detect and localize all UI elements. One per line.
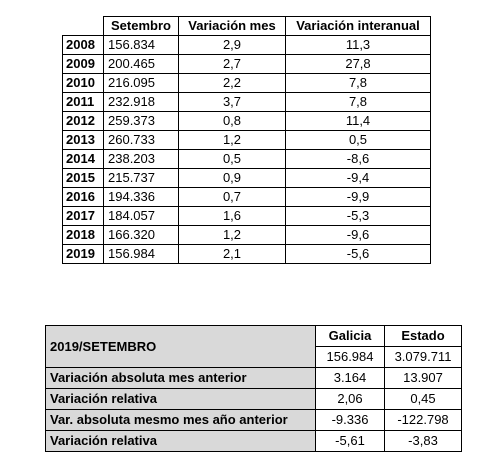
row-yearly-variation: 7,8 — [286, 93, 431, 112]
table-header-row — [63, 17, 431, 36]
september-series-table — [62, 16, 431, 264]
row-value: 166.320 — [104, 226, 179, 245]
table-row — [63, 226, 431, 245]
row-value: 232.918 — [104, 93, 179, 112]
row-year: 2011 — [63, 93, 104, 112]
summary-row-galicia: -5,61 — [316, 431, 385, 452]
table-row — [63, 150, 431, 169]
row-value: 216.095 — [104, 74, 179, 93]
row-year: 2010 — [63, 74, 104, 93]
row-yearly-variation: -9,6 — [286, 226, 431, 245]
row-monthly-variation: 1,6 — [179, 207, 286, 226]
row-yearly-variation: -8,6 — [286, 150, 431, 169]
total-galicia: 156.984 — [316, 347, 385, 368]
row-year: 2015 — [63, 169, 104, 188]
row-year: 2008 — [63, 36, 104, 55]
table-row — [63, 112, 431, 131]
row-monthly-variation: 1,2 — [179, 131, 286, 150]
row-year: 2016 — [63, 188, 104, 207]
summary-title: 2019/SETEMBRO — [46, 326, 316, 368]
table-row — [63, 169, 431, 188]
row-monthly-variation: 2,1 — [179, 245, 286, 264]
row-yearly-variation: -5,3 — [286, 207, 431, 226]
row-year: 2018 — [63, 226, 104, 245]
series-table-body — [63, 36, 431, 264]
summary-row — [46, 389, 462, 410]
row-yearly-variation: -9,4 — [286, 169, 431, 188]
row-monthly-variation: 2,7 — [179, 55, 286, 74]
summary-row — [46, 368, 462, 389]
summary-row-estado: 0,45 — [385, 389, 462, 410]
row-year: 2012 — [63, 112, 104, 131]
row-monthly-variation: 0,7 — [179, 188, 286, 207]
row-value: 260.733 — [104, 131, 179, 150]
summary-row — [46, 431, 462, 452]
row-monthly-variation: 3,7 — [179, 93, 286, 112]
row-monthly-variation: 0,9 — [179, 169, 286, 188]
row-monthly-variation: 0,8 — [179, 112, 286, 131]
row-value: 215.737 — [104, 169, 179, 188]
summary-row-galicia: 3.164 — [316, 368, 385, 389]
row-monthly-variation: 0,5 — [179, 150, 286, 169]
header-galicia: Galicia — [316, 326, 385, 347]
row-year: 2014 — [63, 150, 104, 169]
table-row — [63, 188, 431, 207]
header-variacion-mes: Variación mes — [179, 17, 286, 36]
table-row — [63, 36, 431, 55]
summary-table — [45, 325, 462, 452]
row-year: 2013 — [63, 131, 104, 150]
row-yearly-variation: 7,8 — [286, 74, 431, 93]
header-corner-cell — [63, 17, 104, 36]
row-year: 2019 — [63, 245, 104, 264]
table-row — [63, 207, 431, 226]
total-estado: 3.079.711 — [385, 347, 462, 368]
row-yearly-variation: 0,5 — [286, 131, 431, 150]
row-value: 156.984 — [104, 245, 179, 264]
summary-row-estado: -122.798 — [385, 410, 462, 431]
summary-row-galicia: -9.336 — [316, 410, 385, 431]
row-monthly-variation: 2,9 — [179, 36, 286, 55]
summary-row-estado: -3,83 — [385, 431, 462, 452]
row-value: 238.203 — [104, 150, 179, 169]
row-yearly-variation: 27,8 — [286, 55, 431, 74]
summary-row-label: Variación absoluta mes anterior — [46, 368, 316, 389]
row-yearly-variation: 11,3 — [286, 36, 431, 55]
summary-row-label: Var. absoluta mesmo mes año anterior — [46, 410, 316, 431]
row-year: 2017 — [63, 207, 104, 226]
table-row — [63, 55, 431, 74]
row-value: 156.834 — [104, 36, 179, 55]
row-value: 259.373 — [104, 112, 179, 131]
header-estado: Estado — [385, 326, 462, 347]
row-yearly-variation: -5,6 — [286, 245, 431, 264]
summary-row-label: Variación relativa — [46, 389, 316, 410]
header-variacion-interanual: Variación interanual — [286, 17, 431, 36]
table-row — [63, 74, 431, 93]
summary-row — [46, 410, 462, 431]
row-year: 2009 — [63, 55, 104, 74]
row-value: 200.465 — [104, 55, 179, 74]
summary-row-galicia: 2,06 — [316, 389, 385, 410]
table-row — [63, 245, 431, 264]
summary-row-estado: 13.907 — [385, 368, 462, 389]
summary-row-label: Variación relativa — [46, 431, 316, 452]
table-row — [63, 131, 431, 150]
row-yearly-variation: 11,4 — [286, 112, 431, 131]
row-yearly-variation: -9,9 — [286, 188, 431, 207]
summary-header-row — [46, 326, 462, 347]
row-value: 184.057 — [104, 207, 179, 226]
table-row — [63, 93, 431, 112]
row-monthly-variation: 2,2 — [179, 74, 286, 93]
row-value: 194.336 — [104, 188, 179, 207]
header-setembro: Setembro — [104, 17, 179, 36]
row-monthly-variation: 1,2 — [179, 226, 286, 245]
